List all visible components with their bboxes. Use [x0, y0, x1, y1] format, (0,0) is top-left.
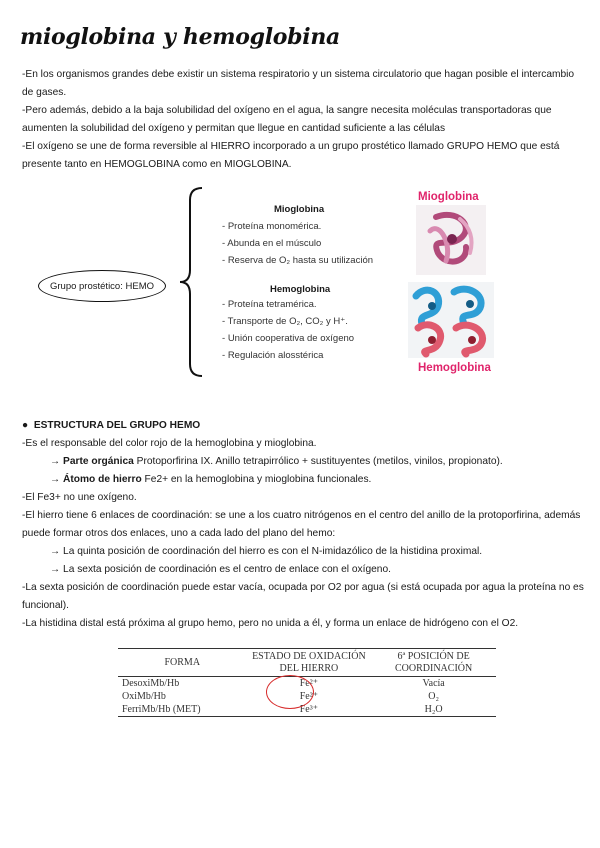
arrow-icon: →	[50, 564, 64, 575]
section-line: -Es el responsable del color rojo de la hemoglobina y mioglobina.	[22, 438, 317, 449]
table-header: ESTADO DE OXIDACIÓN DEL HIERRO	[247, 649, 372, 677]
arrow-text: La sexta posición de coordinación es el centro de enlace con el oxígeno.	[63, 564, 391, 575]
table-header-row	[118, 649, 496, 677]
organic-text: Protoporfirina IX. Anillo tetrapirrólico + sustituyentes (metilos, vinilos, propionato).	[133, 456, 503, 467]
arrow-item	[22, 471, 588, 489]
table-cell: Fe²⁺	[299, 691, 319, 702]
list-item: - Reserva de O₂ hasta su utilización	[222, 252, 373, 269]
intro-paragraph: -En los organismos grandes debe existir un sistema respiratorio y un sistema circulatorio que hagan posible el intercambio de gases.	[22, 69, 575, 98]
list-item: - Regulación alosstérica	[222, 347, 354, 364]
group-hemo-ellipse	[38, 270, 166, 302]
list-item: - Transporte de O₂, CO₂ y H⁺.	[222, 313, 354, 330]
page-title: mioglobina y hemoglobina	[20, 24, 340, 50]
mioglobina-title: Mioglobina	[274, 204, 325, 215]
mioglobina-image-label: Mioglobina	[418, 191, 479, 203]
list-item: - Abunda en el músculo	[222, 235, 373, 252]
group-hemo-label: Grupo prostético: HEMO	[49, 280, 154, 292]
intro-text	[22, 66, 582, 174]
mioglobina-list	[222, 218, 373, 269]
iron-text: Fe2+ en la hemoglobina y mioglobina funcionales.	[141, 474, 372, 485]
iron-label: Átomo de hierro	[63, 474, 142, 485]
arrow-text: La quinta posición de coordinación del hierro es con el N-imidazólico de la histidina proximal.	[63, 546, 483, 557]
arrow-icon: →	[50, 546, 64, 557]
hemoglobina-image-label: Hemoglobina	[418, 362, 491, 374]
arrow-item	[22, 561, 588, 579]
section-heading-text: ESTRUCTURA DEL GRUPO HEMO	[33, 420, 201, 431]
organic-label: Parte orgánica	[63, 456, 134, 467]
list-item: - Proteína monomérica.	[222, 218, 373, 235]
list-item: - Proteína tetramérica.	[222, 296, 354, 313]
table-cell: Fe²⁺	[299, 678, 319, 689]
arrow-icon: →	[50, 456, 64, 467]
table-cell: Vacía	[422, 678, 445, 689]
section-line: -La histidina distal está próxima al grupo hemo, pero no unida a él, y forma un enlace de hidrógeno con el O2.	[22, 618, 519, 629]
table-cell: FerriMb/Hb (MET)	[118, 703, 247, 717]
section-line: -La sexta posición de coordinación puede estar vacía, ocupada por O2 por agua (si está ocupada por agua la proteína no es funcional).	[22, 582, 584, 611]
highlight-circle	[266, 675, 314, 709]
table-header: FORMA	[118, 649, 247, 677]
table-cell: H₂O	[371, 703, 496, 717]
intro-paragraph: -Pero además, debido a la baja solubilidad del oxígeno en el agua, la sangre necesita moléculas transportadoras que aumenten la solubilidad del oxígeno y permitan que llegue en cantidad suficiente a las células	[22, 105, 552, 134]
table-cell: OxiMb/Hb	[122, 691, 166, 702]
list-item: - Unión cooperativa de oxígeno	[222, 330, 354, 347]
curly-brace-icon	[176, 186, 206, 378]
bullet-icon: ●	[22, 420, 34, 431]
arrow-icon: →	[50, 474, 64, 485]
table-cell: DesoxiMb/Hb	[122, 678, 180, 689]
hemoglobina-structure-image	[408, 282, 494, 358]
hemo-structure-section	[22, 417, 588, 633]
arrow-item	[22, 543, 588, 561]
table-cell: Fe³⁺	[247, 703, 372, 717]
intro-paragraph: -El oxígeno se une de forma reversible al HIERRO incorporado a un grupo prostético llamado GRUPO HEMO que está presente tanto en HEMOGLOBINA como en MIOGLOBINA.	[22, 141, 560, 170]
table-cell: O₂	[428, 691, 439, 702]
hemoglobina-title: Hemoglobina	[270, 284, 331, 295]
mioglobina-structure-image	[416, 205, 486, 275]
section-line: -El hierro tiene 6 enlaces de coordinación: se une a los cuatro nitrógenos en el centro del anillo de la protoporfirina, además puede formar otros dos enlaces, uno a cada lado del plano del hemo:	[22, 510, 581, 539]
hemoglobina-list	[222, 296, 354, 364]
table-header: 6ª POSICIÓN DE COORDINACIÓN	[371, 649, 496, 677]
section-line: -El Fe3+ no une oxígeno.	[22, 492, 137, 503]
arrow-item	[22, 453, 588, 471]
table-row	[118, 703, 496, 717]
section-heading	[22, 417, 588, 435]
